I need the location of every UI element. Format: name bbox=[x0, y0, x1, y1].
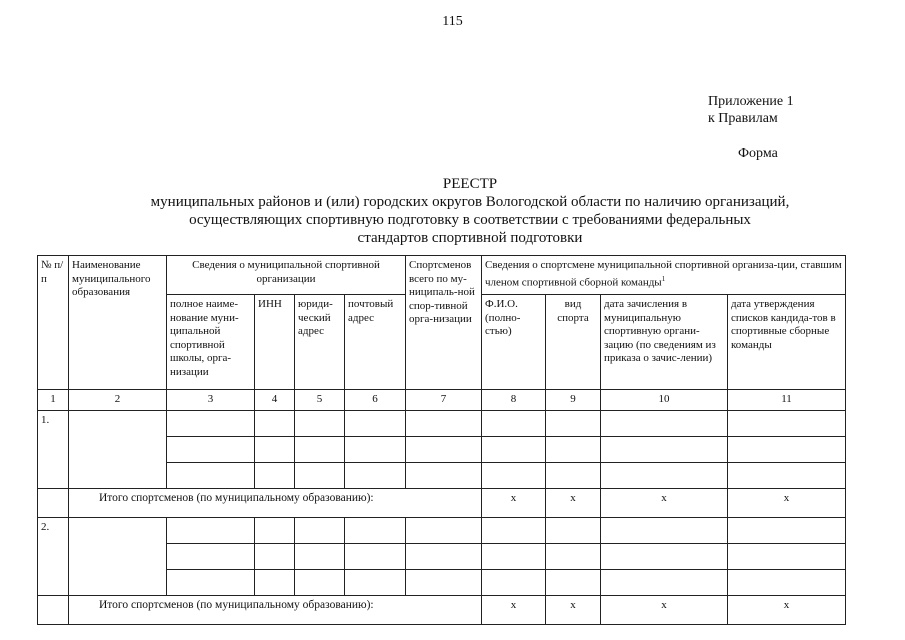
header-school-info: Сведения о муниципальной спортивной организации bbox=[167, 256, 406, 295]
title-sub-3: стандартов спортивной подготовки bbox=[357, 230, 583, 246]
table-row bbox=[38, 517, 846, 543]
header-legal-address: юриди-ческий адрес bbox=[295, 295, 345, 390]
appendix-note bbox=[708, 93, 794, 127]
col-number: 3 bbox=[167, 390, 255, 411]
header-sport: вид спорта bbox=[546, 295, 601, 390]
column-number-row bbox=[38, 390, 846, 411]
col-number: 10 bbox=[601, 390, 728, 411]
header-enroll-date: дата зачисления в муниципальную спортивную органи-зацию (по сведениям из приказа о зачис-лении) bbox=[601, 295, 728, 390]
header-num: № п/п bbox=[38, 256, 69, 390]
row-num: 1. bbox=[38, 410, 69, 488]
col-number: 5 bbox=[295, 390, 345, 411]
title-sub-1: муниципальных районов и (или) городских округов Вологодской области по наличию организаций, bbox=[150, 194, 790, 210]
total-label: Итого спортсменов (по муниципальному образованию): bbox=[69, 488, 482, 517]
x-mark: x bbox=[482, 488, 546, 517]
x-mark: x bbox=[728, 595, 846, 624]
header-athlete-info bbox=[482, 256, 846, 295]
header-school-name: полное наиме-нование муни-ципальной спортивной школы, орга-низации bbox=[167, 295, 255, 390]
x-mark: x bbox=[482, 595, 546, 624]
municipality-cell bbox=[69, 410, 167, 488]
page-number: 115 bbox=[442, 14, 463, 29]
total-label: Итого спортсменов (по муниципальному образованию): bbox=[69, 595, 482, 624]
col-number: 4 bbox=[255, 390, 295, 411]
col-number: 8 bbox=[482, 390, 546, 411]
col-number: 6 bbox=[345, 390, 406, 411]
appendix-line-2: к Правилам bbox=[708, 111, 778, 126]
header-municipality: Наименование муниципального образования bbox=[69, 256, 167, 390]
appendix-line-1: Приложение 1 bbox=[708, 94, 794, 109]
header-approval-date: дата утверждения списков кандида-тов в спортивные сборные команды bbox=[728, 295, 846, 390]
municipality-cell bbox=[69, 517, 167, 595]
x-mark: x bbox=[546, 595, 601, 624]
header-postal-address: почтовый адрес bbox=[345, 295, 406, 390]
header-inn: ИНН bbox=[255, 295, 295, 390]
col-number: 9 bbox=[546, 390, 601, 411]
row-num: 2. bbox=[38, 517, 69, 595]
total-row bbox=[38, 595, 846, 624]
x-mark: x bbox=[728, 488, 846, 517]
col-number: 11 bbox=[728, 390, 846, 411]
col-number: 1 bbox=[38, 390, 69, 411]
header-fio: Ф.И.О. (полно-стью) bbox=[482, 295, 546, 390]
footnote-mark: 1 bbox=[661, 274, 666, 283]
registry-table bbox=[37, 255, 846, 625]
table-row bbox=[38, 410, 846, 436]
x-mark: x bbox=[601, 488, 728, 517]
title-sub-2: осуществляющих спортивную подготовку в соответствии с требованиями федеральных bbox=[189, 212, 751, 228]
col-number: 7 bbox=[406, 390, 482, 411]
title-main: РЕЕСТР bbox=[442, 176, 498, 192]
header-athlete-info-text: Сведения о спортсмене муниципальной спортивной организа-ции, ставшим членом спортивной сборной команды bbox=[485, 259, 842, 289]
col-number: 2 bbox=[69, 390, 167, 411]
x-mark: x bbox=[601, 595, 728, 624]
total-row bbox=[38, 488, 846, 517]
document-title bbox=[120, 175, 820, 247]
header-athletes-total: Спортсменов всего по му-ниципаль-ной спор-тивной орга-низации bbox=[406, 256, 482, 390]
x-mark: x bbox=[546, 488, 601, 517]
form-label: Форма bbox=[738, 146, 778, 161]
